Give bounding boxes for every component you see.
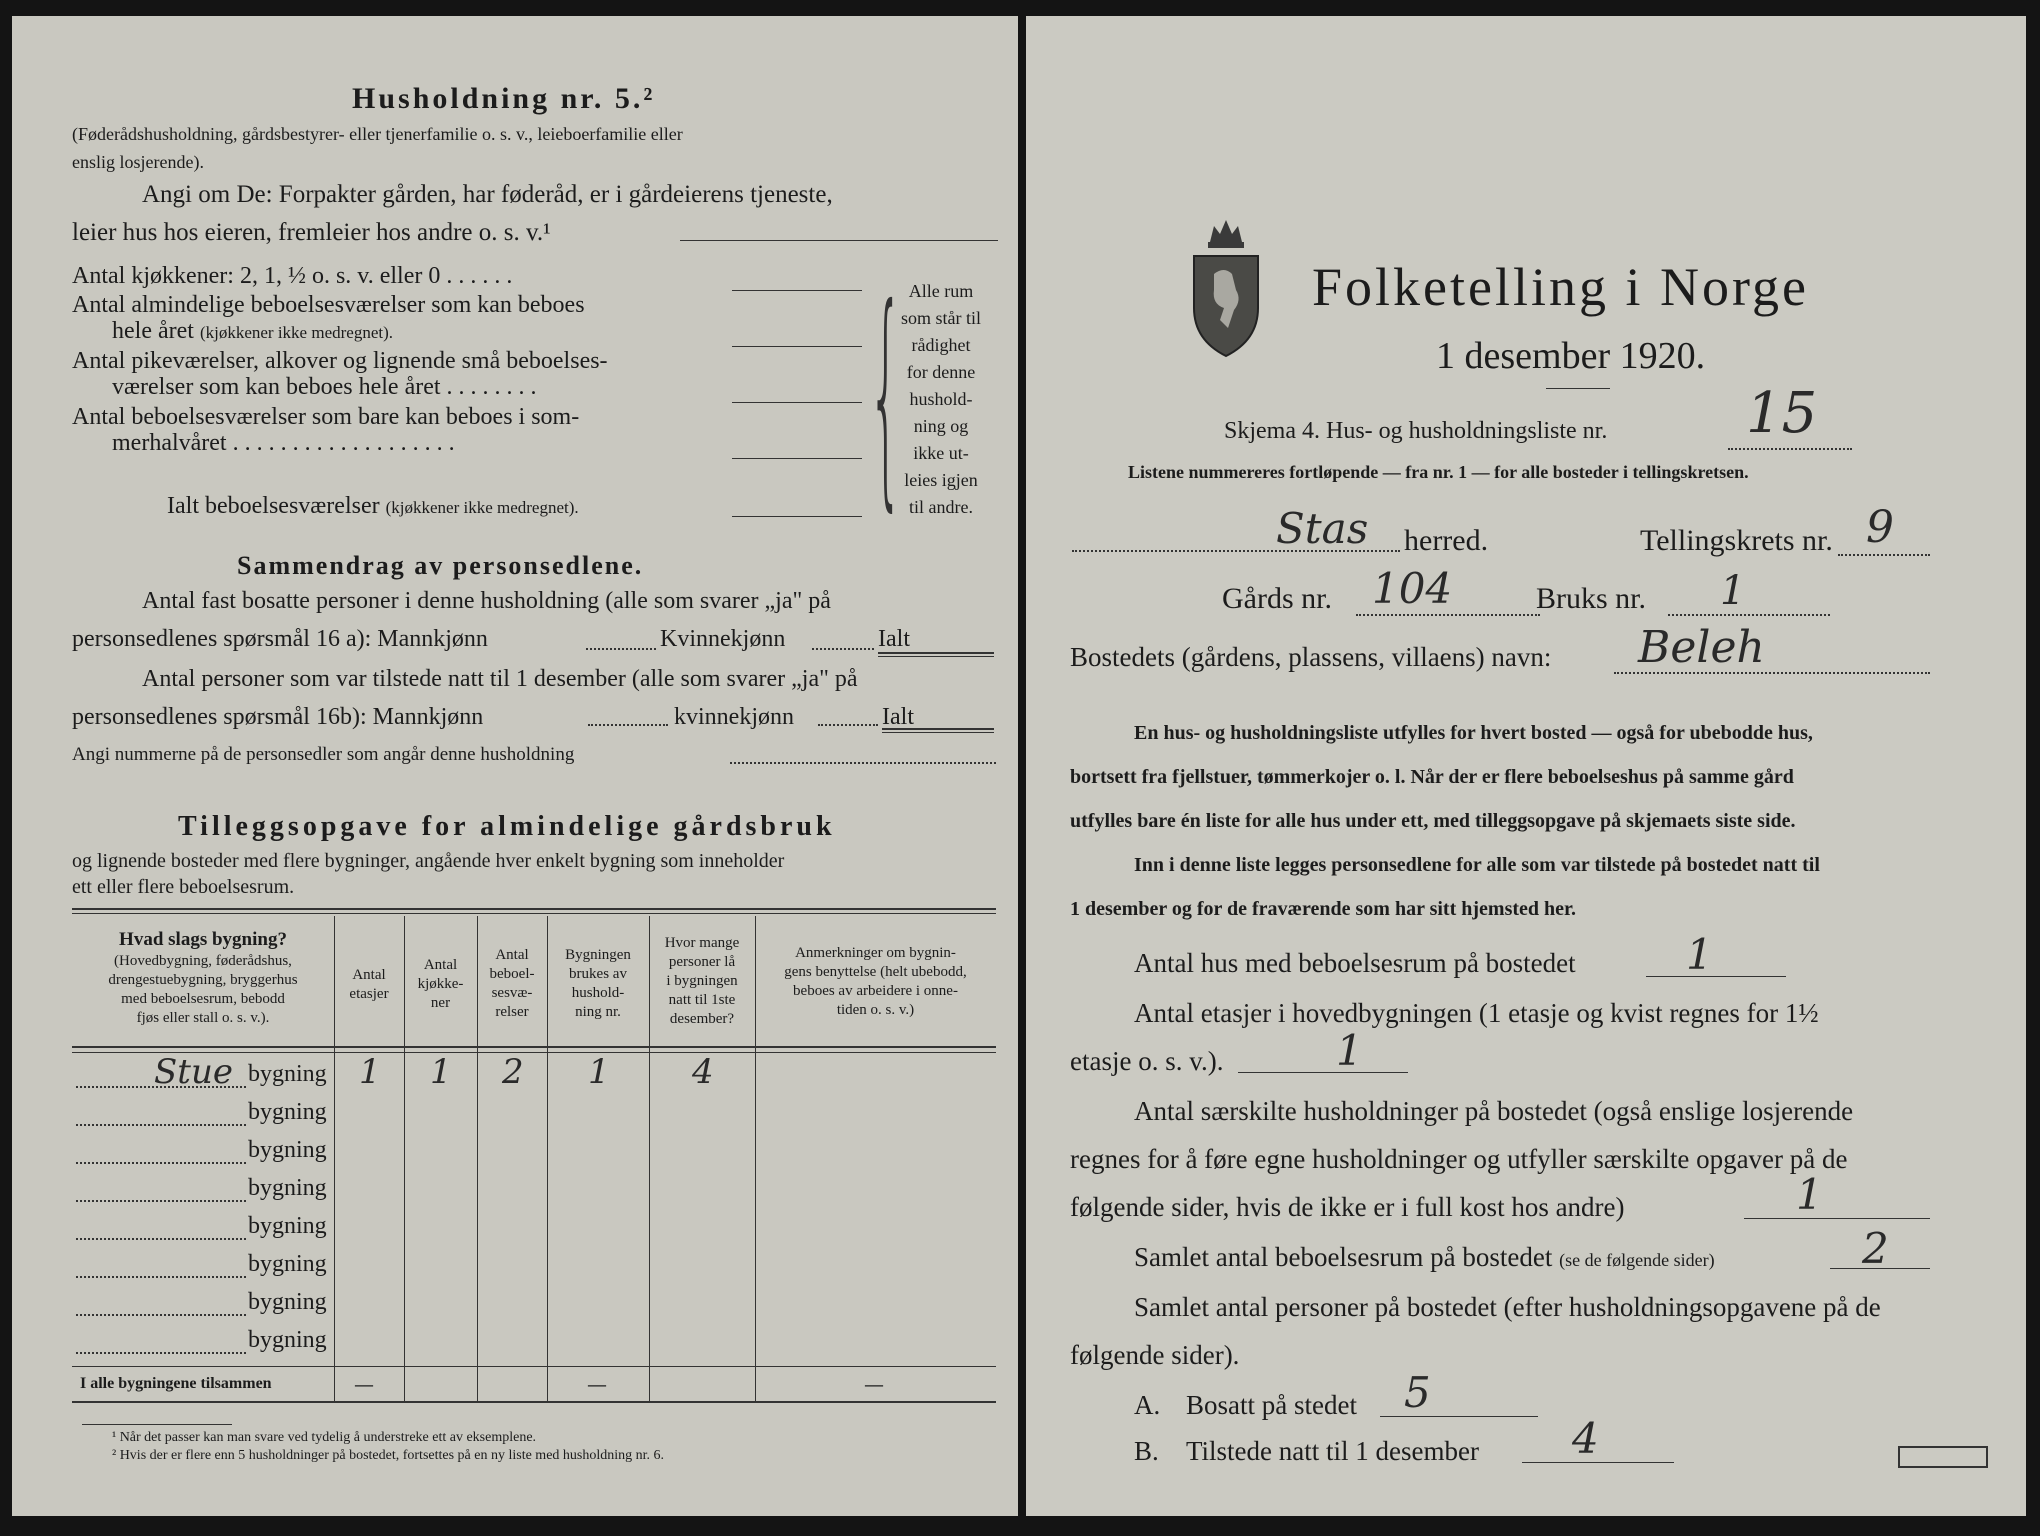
ordinary-rooms-label-1: Antal almindelige beboelsesværelser som kan beboes: [72, 292, 585, 318]
q-rooms-value: 2: [1862, 1224, 1889, 1273]
building-row-label: bygning: [248, 1175, 327, 1201]
summary-p1-line1: Antal fast bosatte personer i denne husholdning (alle som svarer „ja" på: [142, 588, 831, 614]
q-houses-label: Antal hus med beboelsesrum på bostedet: [1134, 948, 1576, 978]
b-label: B.: [1134, 1436, 1159, 1466]
kitchens-answer-line[interactable]: [732, 290, 862, 291]
footnote-rule: [82, 1424, 232, 1425]
household-intro-2: enslig losjerende).: [72, 152, 204, 172]
building-row-label: bygning: [248, 1289, 327, 1315]
instructions-3: utfylles bare én liste for alle hus under ett, med tilleggsopgave på skjemaets siste side.: [1070, 810, 1796, 832]
herred-label: herred.: [1404, 524, 1489, 557]
total-rooms-answer-line[interactable]: [732, 516, 862, 517]
present-total-underline: [882, 732, 994, 733]
total-row-label: I alle bygningene tilsammen: [80, 1375, 272, 1392]
total-used-dash: —: [587, 1372, 607, 1396]
supplement-text-2: ett eller flere beboelsesrum.: [72, 876, 295, 898]
building-row-label: bygning: [248, 1061, 327, 1087]
building-row-label: bygning: [248, 1327, 327, 1353]
q-rooms-label: Samlet antal beboelsesrum på bostedet (se de følgende sider): [1134, 1242, 1715, 1272]
household-intro-1: (Føderådshusholdning, gårdsbestyrer- eller tjenerfamilie o. s. v., leieboerfamilie eller: [72, 124, 683, 144]
a-value: 5: [1404, 1368, 1431, 1417]
coat-of-arms-icon: [1188, 212, 1264, 358]
summary-p1-total: Ialt: [878, 626, 910, 652]
resident-male-field[interactable]: [586, 648, 656, 650]
cell-floors[interactable]: 1: [359, 1052, 381, 1092]
q-households-label-3: følgende sider, hvis de ikke er i full kost hos andre): [1070, 1192, 1625, 1222]
summary-p2-total: Ialt: [882, 704, 914, 730]
header-rooms: Antal beboel- sesvæ- relser: [489, 947, 535, 1020]
q-floors-label-2: etasje o. s. v.).: [1070, 1046, 1224, 1076]
q-houses-value: 1: [1686, 930, 1713, 979]
summer-rooms-label-2: merhalvåret . . . . . . . . . . . . . . . . . . .: [112, 430, 455, 456]
a-label: A.: [1134, 1390, 1161, 1420]
angi-line-1: Angi om De: Forpakter gården, har føderåd, er i gårdeierens tjeneste,: [142, 181, 833, 208]
summer-rooms-answer-line[interactable]: [732, 458, 862, 459]
right-page: [1026, 16, 2026, 1516]
cell-used[interactable]: 1: [588, 1052, 610, 1092]
b-field[interactable]: [1522, 1462, 1674, 1463]
rooms-brace: {: [868, 261, 904, 535]
table-bottom-rule: [72, 1401, 996, 1403]
resident-female-field[interactable]: [812, 648, 874, 650]
table-header-rule: [72, 1046, 996, 1048]
census-title: Folketelling i Norge: [1312, 257, 1809, 317]
census-date: 1 desember 1920.: [1436, 335, 1706, 377]
instructions-4: Inn i denne liste legges personsedlene for alle som var tilstede på bostedet natt til: [1134, 854, 1820, 876]
a-field[interactable]: [1380, 1416, 1538, 1417]
numbering-note: Listene nummereres fortløpende — fra nr. 1 — for alle bosteder i tellingskretsen.: [1128, 462, 1749, 482]
instructions-5: 1 desember og for de fraværende som har sitt hjemsted her.: [1070, 898, 1577, 920]
footnote-1: ¹ Når det passer kan man svare ved tydelig å understreke ett av eksemplene.: [112, 1430, 537, 1445]
maid-rooms-label-2: værelser som kan beboes hele året . . . . . . . .: [112, 374, 537, 400]
present-male-field[interactable]: [588, 724, 668, 726]
angi-answer-line[interactable]: [680, 240, 998, 241]
supplement-title: Tilleggsopgave for almindelige gårdsbruk: [178, 811, 836, 842]
gards-field[interactable]: [1356, 614, 1540, 616]
building-row-label: bygning: [248, 1213, 327, 1239]
household-title: Husholdning nr. 5.²: [352, 82, 656, 115]
bosted-label: Bostedets (gårdens, plassens, villaens) navn:: [1070, 642, 1552, 672]
building-row-label: bygning: [248, 1251, 327, 1277]
rooms-side-note: Alle rum som står til rådighet for denne hushold- ning og ikke ut- leies igjen til andre.: [901, 281, 981, 517]
q-floors-field[interactable]: [1238, 1072, 1408, 1073]
schema-number-value: 15: [1746, 381, 1818, 446]
krets-label: Tellingskrets nr.: [1640, 524, 1833, 557]
ordinary-rooms-label-2: hele året (kjøkkener ikke medregnet).: [112, 318, 393, 344]
schema-number-field[interactable]: [1728, 448, 1852, 450]
header-kitchens: Antal kjøkke- ner: [417, 957, 464, 1011]
summary-p2-line1: Antal personer som var tilstede natt til 1 desember (alle som svarer „ja" på: [142, 666, 858, 692]
instructions-1: En hus- og husholdningsliste utfylles for hvert bosted — også for ubebodde hus,: [1134, 722, 1813, 744]
q-households-label-2: regnes for å føre egne husholdninger og utfyller særskilte opgaver på de: [1070, 1144, 1848, 1174]
q-persons-label-1: Samlet antal personer på bostedet (efter husholdningsopgavene på de: [1134, 1292, 1881, 1322]
summary-p2-male: personsedlenes spørsmål 16b): Mannkjønn: [72, 704, 484, 730]
bosted-field[interactable]: [1614, 672, 1930, 674]
table-top-rule-2: [72, 913, 996, 914]
header-persons: Hvor mange personer lå i bygningen natt til 1ste desember?: [664, 935, 740, 1027]
header-floors: Antal etasjer: [349, 967, 389, 1002]
herred-value: Stas: [1276, 504, 1369, 553]
kitchens-label: Antal kjøkkener: 2, 1, ½ o. s. v. eller 0 . . . . . .: [72, 263, 513, 289]
footnote-2: ² Hvis der er flere enn 5 husholdninger på bostedet, fortsettes på en ny liste med husholdning nr. 6.: [112, 1448, 665, 1463]
header-used-by: Bygningen brukes av hushold- ning nr.: [565, 947, 631, 1020]
q-households-value: 1: [1796, 1170, 1823, 1219]
q-rooms-field[interactable]: [1830, 1268, 1930, 1269]
resident-total-underline: [878, 656, 994, 657]
summary-p2-female: kvinnekjønn: [674, 704, 794, 730]
krets-value: 9: [1866, 502, 1894, 553]
summary-p1-male: personsedlenes spørsmål 16 a): Mannkjønn: [72, 626, 488, 652]
gards-value: 104: [1372, 564, 1453, 613]
building-name-field[interactable]: [76, 1124, 246, 1126]
instructions-2: bortsett fra fjellstuer, tømmerkojer o. l. Når der er flere beboelseshus på samme gård: [1070, 766, 1794, 788]
supplement-text-1: og lignende bosteder med flere bygninger, angående hver enkelt bygning som inneholder: [72, 850, 785, 872]
building-name-field[interactable]: [76, 1314, 246, 1316]
schema-label: Skjema 4. Hus- og husholdningsliste nr.: [1224, 418, 1608, 444]
bruks-label: Bruks nr.: [1536, 582, 1647, 615]
cell-rooms[interactable]: 2: [502, 1052, 524, 1092]
building-name-field[interactable]: [76, 1276, 246, 1278]
total-rooms-label: Ialt beboelsesværelser (kjøkkener ikke medregnet).: [167, 493, 579, 519]
total-remarks-dash: —: [864, 1372, 884, 1396]
herred-field[interactable]: [1072, 550, 1400, 552]
cell-kitchens[interactable]: 1: [430, 1052, 452, 1092]
building-name-field[interactable]: [76, 1200, 246, 1202]
printer-stamp: [1898, 1446, 1988, 1468]
table-body-bottom: [72, 1366, 996, 1367]
summer-rooms-label-1: Antal beboelsesværelser som bare kan beboes i som-: [72, 404, 580, 430]
building-row-label: bygning: [248, 1099, 327, 1125]
building-name-field[interactable]: [76, 1352, 246, 1354]
b-text: Tilstede natt til 1 desember: [1186, 1436, 1479, 1466]
building-row-label: bygning: [248, 1137, 327, 1163]
bruks-value: 1: [1720, 568, 1746, 614]
building-name-value: Stue: [154, 1052, 233, 1092]
summary-p1-female: Kvinnekjønn: [660, 626, 786, 652]
bruks-field[interactable]: [1668, 614, 1830, 616]
q-houses-field[interactable]: [1646, 976, 1786, 977]
table-top-rule: [72, 908, 996, 910]
title-separator: [1546, 388, 1610, 389]
angi-line-2: leier hus hos eieren, fremleier hos andre o. s. v.¹: [72, 219, 551, 246]
present-total-field[interactable]: [882, 728, 994, 730]
q-households-label-1: Antal særskilte husholdninger på bostedet (også enslige losjerende: [1134, 1096, 1854, 1126]
summary-title: Sammendrag av personsedlene.: [237, 551, 644, 580]
maid-rooms-label-1: Antal pikeværelser, alkover og lignende små beboelses-: [72, 348, 608, 374]
a-text: Bosatt på stedet: [1186, 1390, 1357, 1420]
header-remarks: Anmerkninger om bygnin- gens benyttelse (helt ubebodd, beboes av arbeidere i onne- tiden o. s. v.): [784, 945, 967, 1018]
person-numbers-field[interactable]: [730, 762, 996, 764]
b-value: 4: [1572, 1414, 1599, 1463]
maid-rooms-answer-line[interactable]: [732, 402, 862, 403]
header-kind: Hvad slags bygning? (Hovedbygning, føderådshus, drengestuebygning, bryggerhus med beboelsesrum, bebodd fjøs eller stall o. s. v.).: [108, 929, 298, 1026]
left-page: [12, 16, 1018, 1516]
q-floors-label-1: Antal etasjer i hovedbygningen (1 etasje og kvist regnes for 1½: [1134, 998, 1819, 1028]
total-floors-dash: —: [354, 1372, 374, 1396]
krets-field[interactable]: [1838, 554, 1930, 556]
summary-p3: Angi nummerne på de personsedler som angår denne husholdning: [72, 744, 575, 765]
gards-label: Gårds nr.: [1222, 582, 1332, 615]
cell-persons[interactable]: 4: [692, 1052, 714, 1092]
ordinary-rooms-answer-line[interactable]: [732, 346, 862, 347]
bosted-value: Beleh: [1638, 622, 1765, 673]
q-households-field[interactable]: [1744, 1218, 1930, 1219]
q-persons-label-2: følgende sider).: [1070, 1340, 1240, 1370]
building-name-field[interactable]: [76, 1162, 246, 1164]
resident-total-field[interactable]: [878, 652, 994, 654]
q-floors-value: 1: [1336, 1026, 1363, 1075]
building-name-field[interactable]: [76, 1238, 246, 1240]
present-female-field[interactable]: [818, 724, 878, 726]
